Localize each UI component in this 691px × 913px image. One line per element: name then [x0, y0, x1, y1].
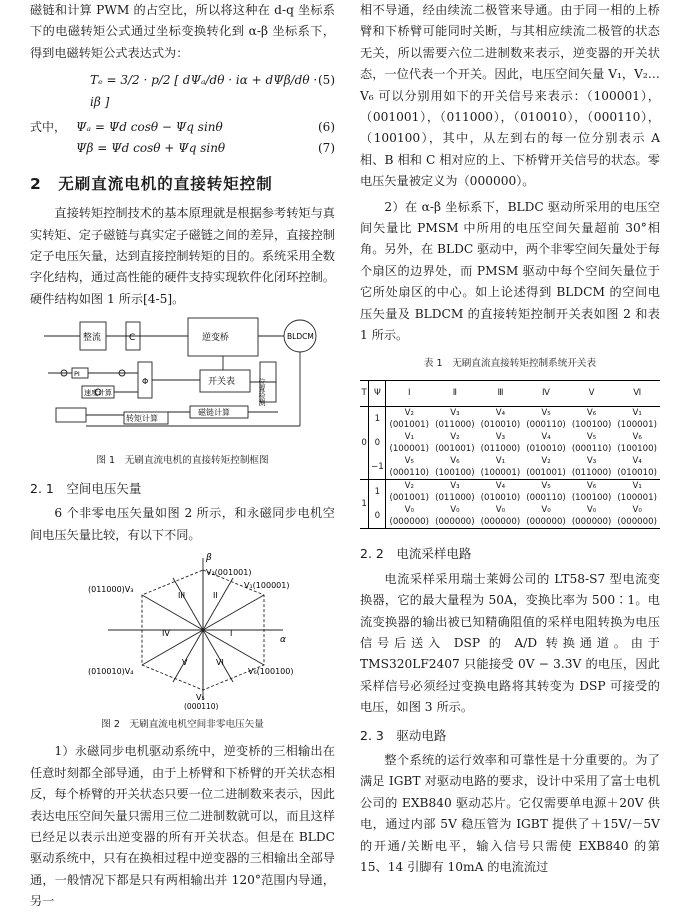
vector-cell: V₀ — [586, 505, 597, 516]
vector-cell: V₆ — [632, 432, 642, 443]
code-cell: (011000) — [571, 468, 612, 479]
table-row — [360, 407, 660, 420]
header-t: T — [360, 380, 369, 406]
vector-cell: V₀ — [632, 505, 642, 516]
paragraph: 相不导通，经由续流二极管来导通。由于同一相的上桥臂和下桥臂可能同时关断，与其相应续流二极管的状态无关，所以需要六位二进制数来表示，逆变器的开关状态，一位代表一个开关。因此，电压空间矢量 V₁，V₂…V₆ 可以分别用如下的开关信号来表示：（100001），（001001），（011000），（010010），（000110），（100100），其中，从左到右的每一位分别表示 A 相、B 相和 C 相对应的上、下桥臂开关信号的状态。零电压矢量被定义为（000000）。 — [360, 3, 660, 189]
t-cell: 0 — [360, 407, 369, 480]
right-column — [360, 0, 660, 878]
switch-table — [360, 380, 660, 529]
code-cell: (000110) — [571, 444, 612, 455]
code-cell: (010010) — [617, 468, 657, 479]
table-row — [360, 443, 660, 455]
code-cell: (100100) — [435, 468, 475, 479]
code-cell: (100001) — [389, 444, 429, 455]
vector-cell: V₃ — [495, 432, 506, 443]
code-cell: (100100) — [571, 493, 612, 504]
t-cell: 1 — [360, 480, 369, 529]
code-cell: (010010) — [526, 444, 566, 455]
code-cell: (010010) — [480, 493, 521, 504]
code-cell: (100100) — [571, 420, 612, 431]
header-sector: Ⅵ — [614, 380, 660, 406]
psi-cell: 1 — [369, 480, 386, 505]
vector-cell: V₁ — [404, 432, 414, 443]
v4-label: (010010)V₄ — [87, 666, 133, 676]
alpha-axis-label: α — [279, 634, 286, 645]
paragraph: 电流采样采用瑞士莱姆公司的 LT58-S7 型电流变换器，它的最大量程为 50A，变换比率为 500∶1。电流变换器的输出被已知精确阻值的采样电阻转换为电压信号后送入 DSP 的 A/D 转换通道。由于 TMS320LF2407 只能接受 0V − 3.3V 的电压，因此采样信号必须经过变换电路将其转变为 DSP 可接受的电压，如图 3 所示。 — [360, 571, 660, 715]
vector-cell: V₃ — [586, 456, 597, 467]
vector-cell: V₂ — [450, 432, 460, 443]
code-cell: (000000) — [526, 517, 566, 528]
paragraph: 2）在 α-β 坐标系下，BLDC 驱动所采用的电压空间矢量比 PMSM 中所用的电压空间矢量超前 30°相角。另外，在 BLDC 驱动中，两个非零空间矢量处于每个扇区的边界处，而 PMSM 驱动中每个空间矢量位于它所处扇区的中心。如上论述得到 BLDCM 的空间电压矢量及 BLDCM 的直接转矩控制开关表如图 2 和表 1 所示。 — [360, 199, 660, 343]
sector-label: II — [212, 590, 218, 600]
dtc-block-diagram — [38, 316, 328, 446]
sector-label: I — [229, 628, 232, 638]
header-sector: Ⅱ — [432, 380, 478, 406]
code-cell: (000000) — [435, 517, 475, 528]
code-cell: (100100) — [617, 444, 657, 455]
vector-cell: V₂ — [541, 456, 551, 467]
switch-table-body — [360, 407, 660, 529]
paragraph: 直接转矩控制技术的基本原理就是根据参考转矩与真实转矩、定子磁链与真实定子磁链之间的差异，直接控制定子电压矢量，达到直接控制转矩的目的。系统采用全数字化结构，通过高性能的硬件支持实现软件化闭环控制。硬件结构如图 1 所示[4-5]。 — [30, 206, 335, 306]
table-row — [360, 431, 660, 443]
v1-label: V₁(100001) — [243, 580, 289, 590]
vector-cell: V₂ — [386, 480, 432, 493]
figure-caption: 图 2 无刷直流电机空间非零电压矢量 — [101, 718, 264, 730]
psi-cell: −1 — [369, 455, 386, 480]
speed-calc-label: 速度计算 — [83, 389, 112, 398]
code-cell: (000000) — [571, 517, 612, 528]
vector-cell: V₄ — [632, 456, 642, 467]
vector-cell: V₅ — [541, 408, 551, 419]
header-sector: Ⅰ — [386, 380, 432, 406]
vector-cell: V₀ — [495, 505, 506, 516]
figure-caption: 图 1 无刷直流电机的直接转矩控制框图 — [96, 455, 269, 467]
table-row — [360, 455, 660, 467]
position-detect-label: 位置检测 — [257, 378, 266, 407]
paragraph: 磁链和计算 PWM 的占空比，所以将这种在 d-q 坐标系下的电磁转矩公式通过坐标变换转化到 α-β 坐标系下，得到电磁转矩公式表达式为： — [30, 3, 335, 60]
vector-cell: V₁ — [614, 480, 660, 493]
v6-label: V₆(100100) — [247, 666, 293, 676]
vector-cell: V₀ — [450, 505, 460, 516]
subsection-heading: 2. 3 驱动电路 — [360, 727, 447, 743]
pi-label: PI — [73, 370, 80, 379]
code-cell: (100001) — [617, 493, 657, 504]
v5-label: V₅ — [195, 692, 205, 702]
header-sector: Ⅲ — [478, 380, 524, 406]
header-sector: Ⅳ — [523, 380, 569, 406]
sector-label: IV — [161, 628, 170, 638]
voltage-vector-diagram — [58, 550, 308, 710]
vector-cell: V₂ — [404, 408, 414, 419]
rectifier-label: 整流 — [82, 333, 101, 344]
vector-cell: V₀ — [541, 505, 551, 516]
vector-cell: V₆ — [450, 456, 460, 467]
sector-label: III — [177, 590, 185, 600]
capacitor-label: C — [128, 333, 135, 344]
code-cell: (010010) — [480, 420, 521, 431]
vector-cell: V₄ — [478, 480, 524, 493]
flux-calc-label: 磁链计算 — [197, 408, 230, 418]
sector-label: V — [181, 657, 187, 667]
table-row — [360, 492, 660, 504]
code-cell: (000000) — [389, 517, 429, 528]
vector-cell: V₀ — [404, 505, 414, 516]
code-cell: (000110) — [526, 420, 566, 431]
code-cell: (001001) — [526, 468, 566, 479]
code-cell: (001001) — [435, 444, 475, 455]
sector-label: VI — [215, 657, 224, 667]
vector-cell: V₃ — [450, 408, 460, 419]
equation-6: 式中， Ψₐ = Ψd cosθ − Ψq sinθ (6) — [30, 120, 335, 135]
phi-label: Φ — [141, 377, 148, 387]
section-heading: 2 无刷直流电机的直接转矩控制 — [30, 174, 273, 193]
motor-label: BLDCM — [286, 332, 314, 342]
table-row — [360, 419, 660, 431]
paragraph: 整个系统的运行效率和可靠性是十分重要的。为了满足 IGBT 对驱动电路的要求，设计中采用了富士电机公司的 EXB840 驱动芯片。它仅需要单电源＋20V 供电，通过内部 5V 稳压管为 IGBT 提供了＋15V/－5V 的开通/关断电平，输入信号只需使 EXB840 的第 15、14 引脚有 10mA 的电流流过 — [360, 752, 660, 874]
vector-cell: V₃ — [432, 480, 478, 493]
table-caption: 表 1 无刷直流直接转矩控制系统开关表 — [423, 357, 597, 369]
inverter-label: 逆变桥 — [201, 333, 229, 344]
equation-5: Tₑ = 3/2 · p/2 [ dΨₐ/dθ · iα + dΨβ/dθ · iβ ] (5) — [90, 73, 335, 109]
table-row — [360, 480, 660, 493]
vector-cell: V₆ — [586, 408, 597, 419]
code-cell: (000000) — [617, 517, 657, 528]
table-row — [360, 504, 660, 516]
switch-table-label: 开关表 — [207, 377, 235, 388]
code-cell: (011000) — [435, 420, 475, 431]
header-psi: Ψ — [369, 380, 386, 406]
code-cell: (011000) — [480, 444, 521, 455]
code-cell: (100001) — [480, 468, 521, 479]
beta-axis-label: β — [205, 552, 212, 563]
vector-cell: V₁ — [495, 456, 506, 467]
v2-label: V₂(001001) — [205, 567, 251, 577]
vector-cell: V₆ — [569, 480, 615, 493]
vector-cell: V₅ — [523, 480, 569, 493]
v5-code-label: (000110) — [183, 701, 218, 710]
psi-cell: 0 — [369, 431, 386, 455]
code-cell: (000110) — [526, 493, 566, 504]
code-cell: (001001) — [389, 493, 429, 504]
code-cell: (000000) — [480, 517, 521, 528]
psi-cell: 0 — [369, 504, 386, 529]
subsection-heading: 2. 1 空间电压矢量 — [30, 480, 142, 496]
vector-cell: V₅ — [586, 432, 597, 443]
paragraph: 1）永磁同步电机驱动系统中，逆变桥的三相输出在任意时刻都全部导通，由于上桥臂和下桥臂的开关状态相反，每个桥臂的开关状态只要一位二进制数来表示，因此表达电压空间矢量只需用三位二进制数就可以，而且这样已经足以表示出逆变器的所有开关状态。但是在 BLDC 驱动系统中，只有在换相过程中逆变器的三相输出全部导通，一般情况下都是只有两相输出并 120°范围内导通，另一 — [30, 744, 335, 909]
table-row — [360, 467, 660, 480]
code-cell: (011000) — [435, 493, 475, 504]
vector-cell: V₄ — [541, 432, 551, 443]
subsection-heading: 2. 2 电流采样电路 — [360, 546, 472, 562]
code-cell: (000110) — [389, 468, 429, 479]
code-cell: (100001) — [617, 420, 657, 431]
code-cell: (001001) — [389, 420, 429, 431]
torque-calc-label: 转矩计算 — [125, 414, 158, 424]
vector-cell: V₁ — [632, 408, 642, 419]
paragraph: 6 个非零电压矢量如图 2 所示，和永磁同步电机空间电压矢量比较，有以下不同。 — [30, 506, 335, 542]
equation-7: Ψβ = Ψd cosθ + Ψq sinθ (7) — [76, 141, 335, 156]
psi-cell: 1 — [369, 407, 386, 432]
header-sector: Ⅴ — [569, 380, 615, 406]
vector-cell: V₅ — [404, 456, 414, 467]
vector-cell: V₄ — [495, 408, 506, 419]
v3-label: (011000)V₃ — [87, 584, 133, 594]
left-column — [30, 0, 335, 913]
table-row — [360, 516, 660, 529]
